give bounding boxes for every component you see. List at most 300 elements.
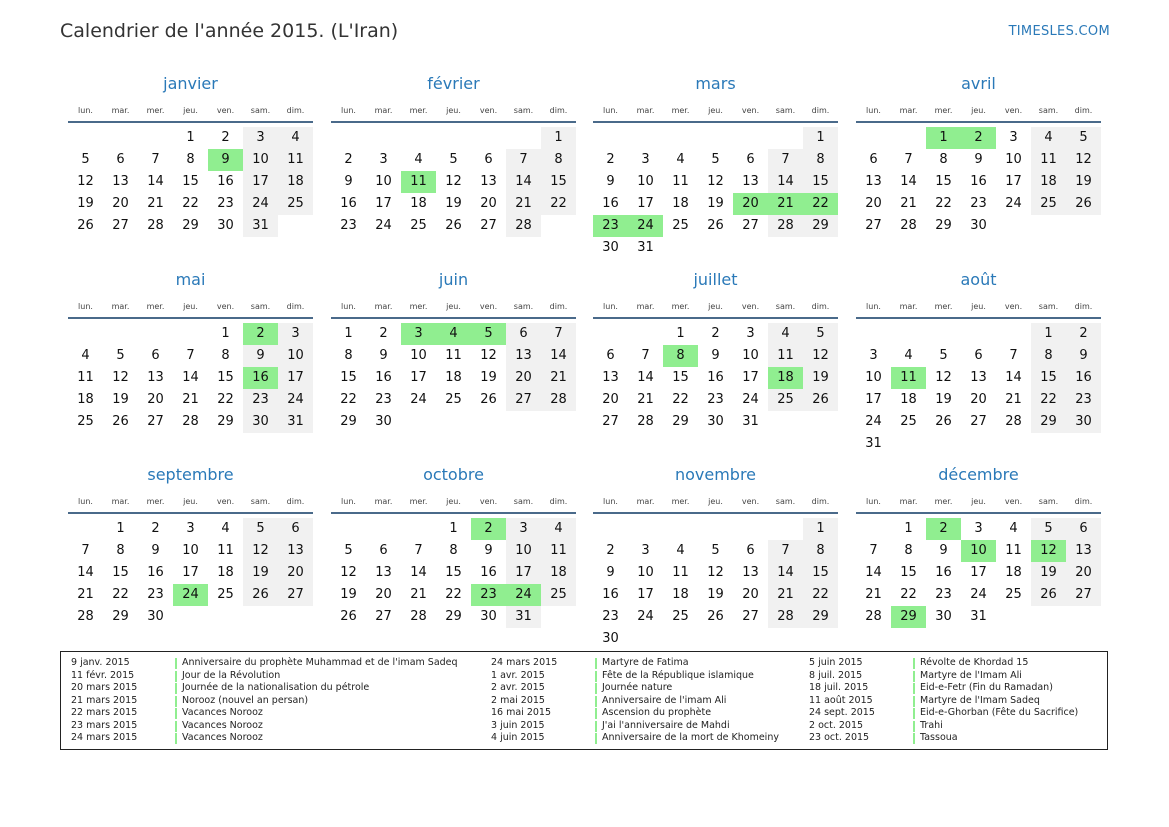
day-cell: 7 (81, 543, 90, 558)
day-cell: 27 (278, 584, 313, 606)
empty-cell (436, 127, 471, 149)
day-cell: 15 (900, 565, 917, 580)
day-cell: 18 (1031, 171, 1066, 193)
day-cell: 24 (278, 389, 313, 411)
day-cell: 28 (637, 414, 654, 429)
weekday-label: dim. (1074, 497, 1093, 506)
day-cell: 11 (77, 370, 94, 385)
day-cell: 28 (865, 609, 882, 624)
day-cell: 7 (1009, 348, 1018, 363)
day-cell: 11 (672, 174, 689, 189)
holiday-date: 5 juin 2015 (809, 657, 863, 668)
day-cell: 10 (243, 149, 278, 171)
day-cell: 17 (865, 392, 882, 407)
day-cell: 18 (445, 370, 462, 385)
day-cell: 13 (278, 540, 313, 562)
day-cell: 13 (742, 565, 759, 580)
day-cell: 9 (379, 348, 388, 363)
day-cell: 19 (1031, 562, 1066, 584)
weekday-header (856, 297, 1101, 319)
weekday-label: jeu. (971, 497, 986, 506)
holiday-day: 24 (173, 584, 208, 606)
holiday-marker (595, 733, 597, 744)
day-cell: 13 (112, 174, 129, 189)
weekday-label: jeu. (183, 302, 198, 311)
day-cell: 8 (186, 152, 195, 167)
holiday-name: Vacances Norooz (182, 719, 263, 731)
weekday-label: jeu. (446, 497, 461, 506)
holiday-date: 21 mars 2015 (71, 694, 138, 706)
day-cell: 17 (410, 370, 427, 385)
day-cell: 9 (1066, 345, 1101, 367)
day-cell: 19 (707, 196, 724, 211)
weekday-label: mar. (111, 302, 130, 311)
empty-cell (768, 127, 803, 149)
day-cell: 26 (480, 392, 497, 407)
day-cell: 25 (1005, 587, 1022, 602)
day-cell: 20 (278, 562, 313, 584)
day-cell: 30 (707, 414, 724, 429)
day-cell: 22 (112, 587, 129, 602)
day-cell: 14 (182, 370, 199, 385)
holiday-marker (595, 683, 597, 694)
weekday-label: sam. (513, 497, 534, 506)
day-cell: 15 (340, 370, 357, 385)
day-cell: 27 (1066, 584, 1101, 606)
weekday-label: lun. (866, 106, 881, 115)
holiday-marker (595, 671, 597, 682)
weekday-label: dim. (549, 497, 568, 506)
month-11 (856, 464, 1101, 628)
day-cell: 9 (344, 174, 353, 189)
empty-cell (173, 323, 208, 345)
empty-cell (593, 127, 628, 149)
weekday-label: sam. (775, 302, 796, 311)
day-cell: 4 (1031, 127, 1066, 149)
holiday-name: Martyre de l'Imam Sadeq (920, 694, 1040, 706)
day-cell: 2 (606, 152, 615, 167)
holiday-date: 24 mars 2015 (71, 732, 138, 743)
empty-cell (138, 127, 173, 149)
day-cell: 23 (217, 196, 234, 211)
day-cell: 9 (484, 543, 493, 558)
day-cell: 4 (1009, 521, 1018, 536)
empty-cell (628, 323, 663, 345)
day-cell: 24 (742, 392, 759, 407)
empty-cell (996, 323, 1031, 345)
empty-cell (366, 518, 401, 540)
day-cell: 1 (221, 326, 230, 341)
day-cell: 25 (77, 414, 94, 429)
weekday-label: jeu. (971, 302, 986, 311)
weekday-label: mer. (671, 106, 690, 115)
day-cell: 16 (375, 370, 392, 385)
day-cell: 31 (506, 606, 541, 628)
day-cell: 7 (768, 540, 803, 562)
weekday-label: mar. (111, 497, 130, 506)
weekday-label: mer. (409, 302, 428, 311)
day-cell: 23 (970, 196, 987, 211)
day-cell: 6 (278, 518, 313, 540)
holiday-day: 21 (768, 193, 803, 215)
day-grid (856, 319, 1101, 455)
day-cell: 29 (1031, 411, 1066, 433)
month-name: août (960, 270, 997, 289)
day-cell: 24 (375, 218, 392, 233)
weekday-label: lun. (603, 497, 618, 506)
month-name: juillet (693, 270, 738, 289)
holiday-day: 2 (243, 323, 278, 345)
day-cell: 12 (112, 370, 129, 385)
day-cell: 9 (243, 345, 278, 367)
day-cell: 8 (344, 348, 353, 363)
day-cell: 12 (935, 370, 952, 385)
day-cell: 5 (711, 152, 720, 167)
day-cell: 15 (217, 370, 234, 385)
weekday-label: dim. (1074, 106, 1093, 115)
holiday-day: 11 (891, 367, 926, 389)
day-cell: 31 (970, 609, 987, 624)
day-cell: 10 (375, 174, 392, 189)
holiday-name: Révolte de Khordad 15 (920, 657, 1029, 668)
day-cell: 3 (506, 518, 541, 540)
month-name: décembre (938, 465, 1019, 484)
weekday-header (331, 297, 576, 319)
day-cell: 25 (410, 218, 427, 233)
month-1 (331, 73, 576, 237)
day-cell: 3 (186, 521, 195, 536)
day-cell: 19 (340, 587, 357, 602)
day-cell: 11 (768, 345, 803, 367)
weekday-label: lun. (341, 497, 356, 506)
day-grid (68, 123, 313, 237)
day-cell: 13 (865, 174, 882, 189)
day-cell: 20 (865, 196, 882, 211)
day-cell: 17 (1005, 174, 1022, 189)
day-cell: 13 (602, 370, 619, 385)
holiday-marker (595, 708, 597, 719)
holiday-day: 2 (961, 127, 996, 149)
holiday-name: Martyre de l'Imam Ali (920, 669, 1022, 681)
day-cell: 17 (637, 196, 654, 211)
weekday-label: dim. (811, 497, 830, 506)
weekday-label: jeu. (183, 106, 198, 115)
day-cell: 5 (449, 152, 458, 167)
empty-cell (506, 127, 541, 149)
holiday-marker (595, 658, 597, 669)
day-cell: 28 (147, 218, 164, 233)
empty-cell (628, 518, 663, 540)
day-cell: 25 (1031, 193, 1066, 215)
day-cell: 15 (803, 562, 838, 584)
day-cell: 7 (541, 323, 576, 345)
holiday-marker (913, 696, 915, 707)
holiday-date: 20 mars 2015 (71, 682, 138, 693)
holiday-day: 3 (401, 323, 436, 345)
day-cell: 4 (676, 152, 685, 167)
holiday-name: Fête de la République islamique (602, 669, 754, 681)
weekday-label: mer. (409, 106, 428, 115)
day-cell: 22 (900, 587, 917, 602)
day-cell: 26 (77, 218, 94, 233)
holiday-name: Eid-e-Fetr (Fin du Ramadan) (920, 682, 1053, 693)
day-cell: 21 (865, 587, 882, 602)
month-10 (593, 464, 838, 650)
holiday-name: Anniversaire du prophète Muhammad et de l'imam Sadeq (182, 657, 458, 668)
day-cell: 19 (1066, 171, 1101, 193)
day-cell: 21 (900, 196, 917, 211)
weekday-label: lun. (603, 302, 618, 311)
day-cell: 8 (116, 543, 125, 558)
weekday-label: mar. (899, 302, 918, 311)
holiday-date: 8 juil. 2015 (809, 669, 863, 681)
day-cell: 18 (278, 171, 313, 193)
empty-cell (733, 518, 768, 540)
weekday-label: sam. (250, 106, 271, 115)
day-cell: 3 (379, 152, 388, 167)
holiday-marker (175, 696, 177, 707)
day-cell: 21 (1005, 392, 1022, 407)
day-cell: 30 (602, 240, 619, 255)
holiday-date: 16 mai 2015 (491, 707, 552, 718)
day-cell: 14 (900, 174, 917, 189)
empty-cell (926, 323, 961, 345)
day-cell: 1 (449, 521, 458, 536)
empty-cell (663, 127, 698, 149)
day-cell: 21 (637, 392, 654, 407)
weekday-label: sam. (775, 106, 796, 115)
site-link[interactable]: TIMESLES.COM (1008, 24, 1110, 39)
day-cell: 26 (445, 218, 462, 233)
day-cell: 4 (221, 521, 230, 536)
day-cell: 16 (970, 174, 987, 189)
day-cell: 5 (243, 518, 278, 540)
weekday-label: ven. (479, 302, 498, 311)
holiday-date: 4 juin 2015 (491, 732, 545, 743)
day-cell: 5 (116, 348, 125, 363)
empty-cell (366, 127, 401, 149)
day-cell: 27 (742, 609, 759, 624)
day-cell: 16 (1066, 367, 1101, 389)
day-cell: 19 (112, 392, 129, 407)
day-cell: 13 (480, 174, 497, 189)
weekday-label: sam. (775, 497, 796, 506)
day-cell: 27 (480, 218, 497, 233)
day-cell: 28 (1005, 414, 1022, 429)
holiday-date: 2 avr. 2015 (491, 682, 545, 693)
day-cell: 29 (182, 218, 199, 233)
weekday-label: dim. (286, 497, 305, 506)
weekday-label: sam. (513, 106, 534, 115)
weekday-header (331, 101, 576, 123)
day-cell: 5 (803, 323, 838, 345)
holiday-day: 22 (803, 193, 838, 215)
day-cell: 16 (935, 565, 952, 580)
day-cell: 7 (414, 543, 423, 558)
day-grid (856, 123, 1101, 237)
day-cell: 8 (904, 543, 913, 558)
day-cell: 26 (340, 609, 357, 624)
holiday-day: 23 (471, 584, 506, 606)
month-name: octobre (423, 465, 484, 484)
day-cell: 16 (602, 587, 619, 602)
weekday-header (331, 492, 576, 514)
day-cell: 6 (379, 543, 388, 558)
day-cell: 29 (340, 414, 357, 429)
weekday-label: mer. (671, 497, 690, 506)
empty-cell (593, 323, 628, 345)
holiday-name: J'ai l'anniversaire de Mahdi (602, 719, 730, 731)
day-cell: 28 (900, 218, 917, 233)
weekday-label: mar. (374, 497, 393, 506)
day-cell: 18 (900, 392, 917, 407)
weekday-label: sam. (1038, 106, 1059, 115)
day-cell: 25 (900, 414, 917, 429)
weekday-label: mer. (934, 497, 953, 506)
weekday-label: ven. (741, 497, 760, 506)
month-3 (856, 73, 1101, 237)
weekday-label: mer. (409, 497, 428, 506)
day-cell: 20 (112, 196, 129, 211)
weekday-label: lun. (341, 302, 356, 311)
day-cell: 26 (707, 218, 724, 233)
day-cell: 8 (803, 149, 838, 171)
month-name: avril (961, 74, 996, 93)
day-cell: 5 (711, 543, 720, 558)
day-cell: 20 (742, 587, 759, 602)
day-cell: 6 (506, 323, 541, 345)
day-cell: 5 (939, 348, 948, 363)
day-cell: 11 (541, 540, 576, 562)
day-cell: 30 (602, 631, 619, 646)
weekday-label: mer. (671, 302, 690, 311)
holiday-list (60, 651, 1108, 750)
holiday-date: 24 sept. 2015 (809, 707, 875, 718)
day-cell: 3 (243, 127, 278, 149)
day-cell: 14 (77, 565, 94, 580)
holiday-name: Anniversaire de la mort de Khomeiny (602, 732, 779, 743)
weekday-label: mar. (636, 106, 655, 115)
weekday-label: dim. (811, 106, 830, 115)
holiday-name: Martyre de Fatima (602, 657, 689, 668)
holiday-date: 22 mars 2015 (71, 707, 138, 718)
day-cell: 22 (803, 584, 838, 606)
day-cell: 30 (375, 414, 392, 429)
day-cell: 4 (278, 127, 313, 149)
day-cell: 16 (217, 174, 234, 189)
weekday-label: sam. (1038, 302, 1059, 311)
day-cell: 21 (410, 587, 427, 602)
holiday-marker (913, 658, 915, 669)
day-cell: 4 (676, 543, 685, 558)
day-cell: 30 (1066, 411, 1101, 433)
day-cell: 26 (1031, 584, 1066, 606)
day-cell: 14 (637, 370, 654, 385)
holiday-day: 12 (1031, 540, 1066, 562)
holiday-name: Jour de la Révolution (182, 669, 281, 681)
day-cell: 2 (221, 130, 230, 145)
day-cell: 21 (182, 392, 199, 407)
holiday-name: Eid-e-Ghorban (Fête du Sacrifice) (920, 707, 1079, 718)
day-cell: 11 (672, 565, 689, 580)
day-cell: 19 (480, 370, 497, 385)
day-cell: 24 (970, 587, 987, 602)
day-cell: 3 (278, 323, 313, 345)
day-cell: 26 (1066, 193, 1101, 215)
weekday-label: lun. (78, 106, 93, 115)
month-2 (593, 73, 838, 259)
day-grid (331, 514, 576, 628)
holiday-day: 2 (926, 518, 961, 540)
day-cell: 4 (414, 152, 423, 167)
month-name: septembre (147, 465, 234, 484)
empty-cell (103, 127, 138, 149)
weekday-label: lun. (603, 106, 618, 115)
holiday-day: 24 (628, 215, 663, 237)
day-cell: 22 (340, 392, 357, 407)
empty-cell (961, 323, 996, 345)
day-cell: 1 (904, 521, 913, 536)
empty-cell (401, 518, 436, 540)
day-cell: 11 (217, 543, 234, 558)
day-cell: 17 (637, 587, 654, 602)
day-cell: 4 (81, 348, 90, 363)
day-cell: 22 (445, 587, 462, 602)
day-cell: 29 (112, 609, 129, 624)
day-cell: 15 (935, 174, 952, 189)
day-cell: 5 (1066, 127, 1101, 149)
day-cell: 14 (410, 565, 427, 580)
day-cell: 15 (1031, 367, 1066, 389)
month-8 (68, 464, 313, 628)
weekday-label: ven. (741, 106, 760, 115)
day-cell: 14 (147, 174, 164, 189)
weekday-label: ven. (216, 302, 235, 311)
day-cell: 2 (711, 326, 720, 341)
weekday-label: jeu. (446, 106, 461, 115)
day-cell: 26 (935, 414, 952, 429)
day-cell: 12 (707, 174, 724, 189)
day-cell: 28 (410, 609, 427, 624)
day-cell: 7 (186, 348, 195, 363)
month-name: mars (695, 74, 736, 93)
day-cell: 2 (151, 521, 160, 536)
day-cell: 4 (768, 323, 803, 345)
day-cell: 23 (602, 609, 619, 624)
day-cell: 10 (278, 345, 313, 367)
day-cell: 5 (81, 152, 90, 167)
month-name: février (427, 74, 480, 93)
day-cell: 26 (707, 609, 724, 624)
day-cell: 19 (935, 392, 952, 407)
day-cell: 22 (935, 196, 952, 211)
empty-cell (331, 127, 366, 149)
day-cell: 18 (672, 587, 689, 602)
day-grid (593, 514, 838, 650)
day-cell: 12 (803, 345, 838, 367)
empty-cell (68, 518, 103, 540)
day-cell: 22 (672, 392, 689, 407)
day-cell: 15 (541, 171, 576, 193)
weekday-label: mer. (934, 302, 953, 311)
day-cell: 22 (182, 196, 199, 211)
empty-cell (68, 127, 103, 149)
day-cell: 1 (803, 518, 838, 540)
weekday-label: jeu. (446, 302, 461, 311)
day-cell: 23 (1066, 389, 1101, 411)
day-cell: 1 (116, 521, 125, 536)
holiday-name: Norooz (nouvel an persan) (182, 694, 309, 706)
